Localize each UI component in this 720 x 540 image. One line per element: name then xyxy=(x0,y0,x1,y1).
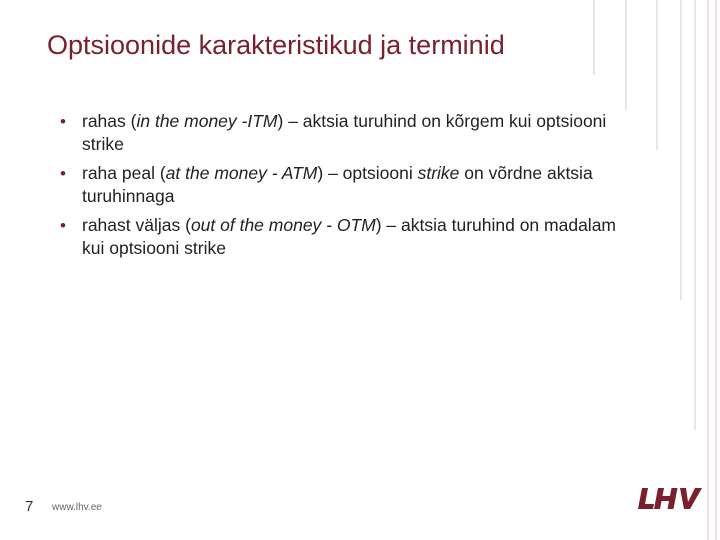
bullet-text: on võrdne aktsia turuhinnaga xyxy=(82,163,593,206)
bullet-term: in the money -ITM xyxy=(136,111,278,131)
bullet-text: raha peal ( xyxy=(82,163,166,183)
bullet-text: ) – aktsia turuhind on kõrgem kui optsiooni strike xyxy=(82,111,607,154)
bullet-marker: • xyxy=(60,216,66,235)
bullet-item-otm xyxy=(60,214,630,260)
lhv-logo xyxy=(636,486,704,512)
bullet-item-atm xyxy=(60,162,630,208)
bullet-item-itm xyxy=(60,110,630,156)
bullet-text: rahas ( xyxy=(82,111,137,131)
page-number: 7 xyxy=(25,498,34,515)
bullet-term: at the money - ATM xyxy=(165,163,318,183)
bullet-text: rahast väljas ( xyxy=(82,215,191,235)
bullet-text: ) – optsiooni xyxy=(317,163,418,183)
bullet-text: ) – aktsia turuhind on madalam kui optsiooni strike xyxy=(82,215,617,258)
footer-url: www.lhv.ee xyxy=(52,502,102,513)
bullet-marker: • xyxy=(60,164,66,183)
bullet-marker: • xyxy=(60,112,66,131)
bullet-term: strike xyxy=(417,163,460,183)
slide-title: Optsioonide karakteristikud ja terminid xyxy=(47,30,505,60)
bullet-list xyxy=(60,110,630,266)
bullet-term: out of the money - OTM xyxy=(190,215,376,235)
